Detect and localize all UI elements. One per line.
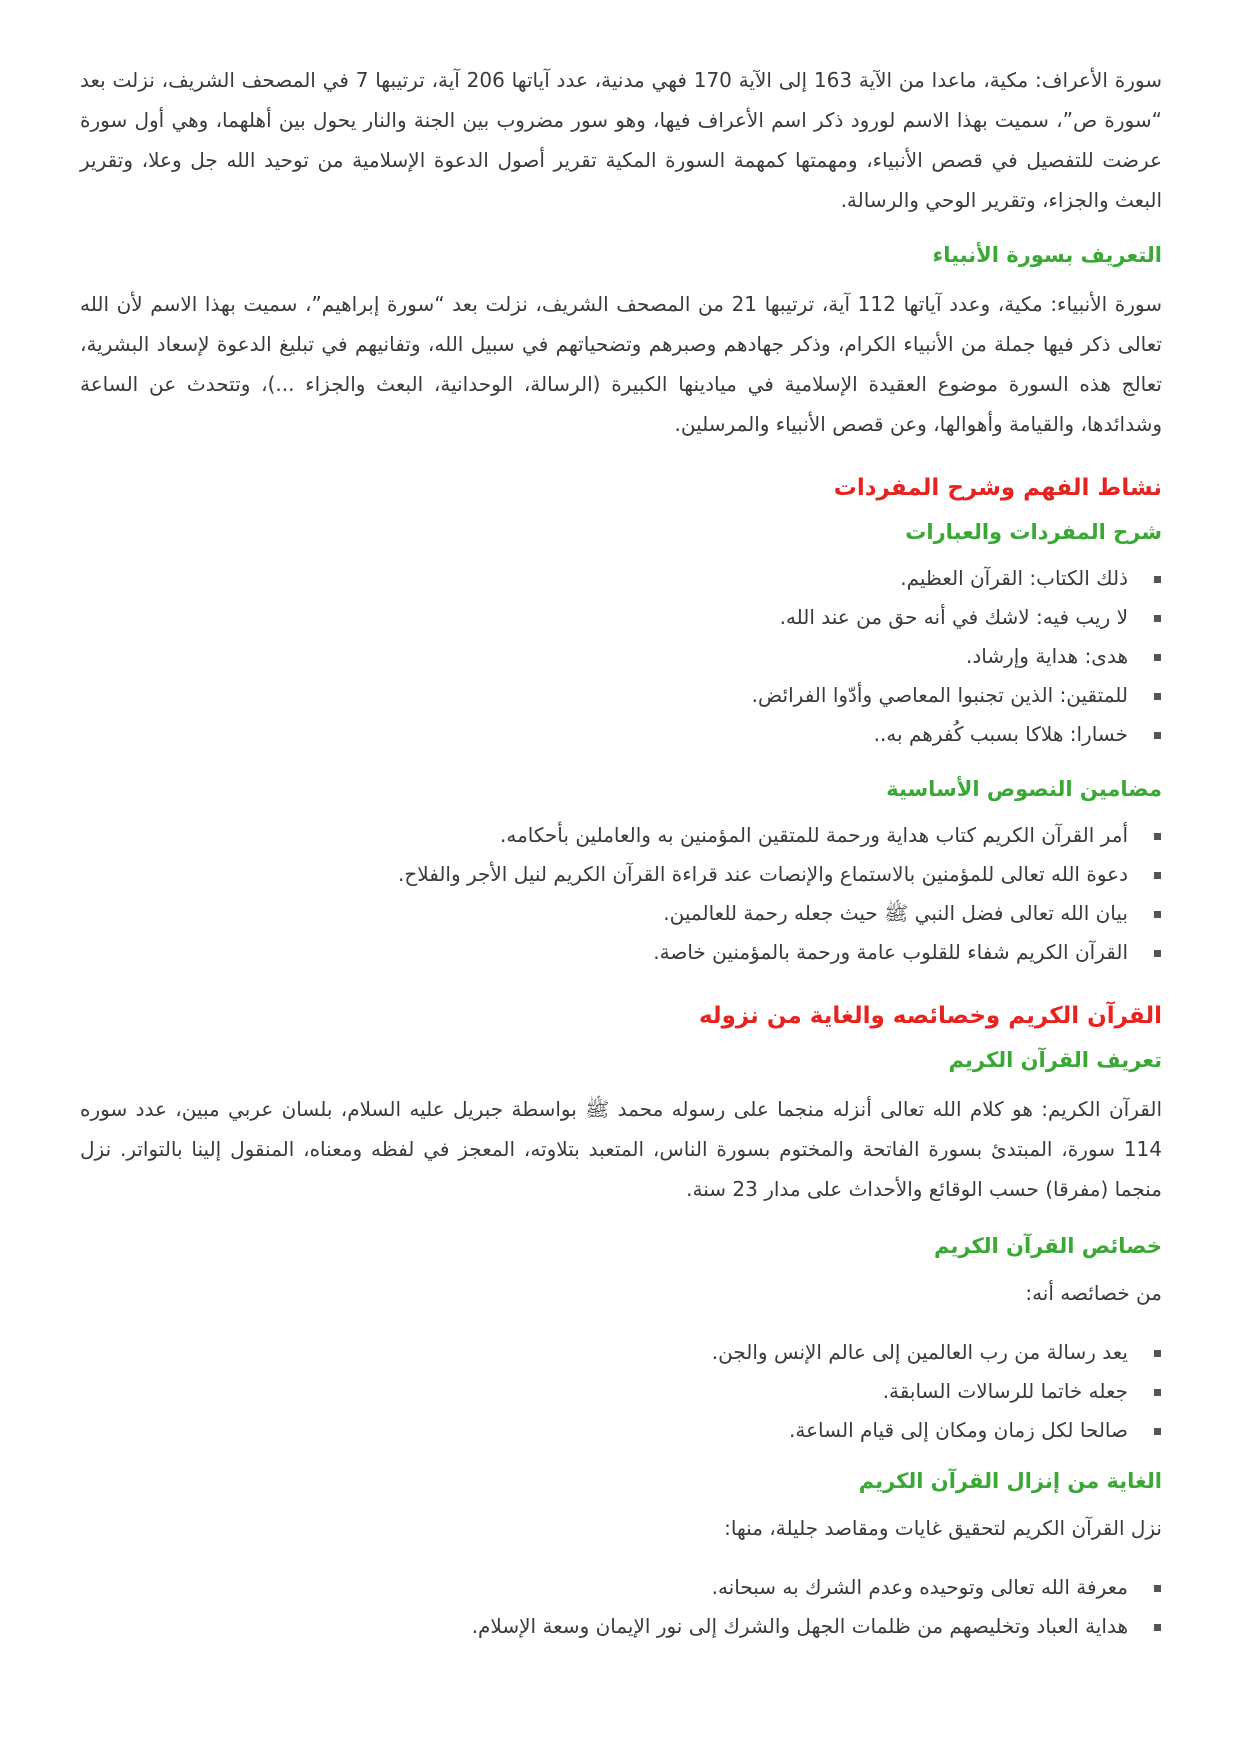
bullet-icon — [1154, 693, 1161, 700]
bullet-icon — [1154, 872, 1161, 879]
bullet-icon — [1154, 833, 1161, 840]
anbiya-heading: التعريف بسورة الأنبياء — [932, 243, 1162, 267]
bullet-icon — [1154, 576, 1161, 583]
themes-heading: مضامين النصوص الأساسية — [886, 777, 1162, 801]
list-item: ذلك الكتاب: القرآن العظيم. — [80, 559, 1162, 598]
features-heading: خصائص القرآن الكريم — [934, 1234, 1162, 1258]
features-intro: من خصائصه أنه: — [1025, 1281, 1162, 1305]
bullet-icon — [1154, 615, 1161, 622]
list-item: يعد رسالة من رب العالمين إلى عالم الإنس والجن. — [80, 1333, 1162, 1372]
bullet-icon — [1154, 1350, 1161, 1357]
definition-heading: تعريف القرآن الكريم — [948, 1048, 1162, 1072]
araf-paragraph: سورة الأعراف: مكية، ماعدا من الآية 163 إلى الآية 170 فهي مدنية، عدد آياتها 206 آية، ترتيبها 7 في المصحف الشريف، نزلت بعد “سورة ص”، سميت بهذا الاسم لورود ذكر اسم الأعراف فيها، وهو سور مضروب بين الجنة والنار يحول بين أهلهما، وهي أول سورة عرضت للتفصيل في قصص الأنبياء، ومهمتها كمهمة السورة المكية تقرير أصول الدعوة الإسلامية من توحيد الله جل وعلا، وتقرير البعث والجزاء، وتقرير الوحي والرسالة. — [80, 68, 1162, 212]
quran-heading: القرآن الكريم وخصائصه والغاية من نزوله — [698, 1003, 1162, 1029]
features-list — [80, 1333, 1162, 1450]
bullet-icon — [1154, 1624, 1161, 1631]
anbiya-paragraph: سورة الأنبياء: مكية، وعدد آياتها 112 آية، ترتيبها 21 من المصحف الشريف، نزلت بعد “سورة إبراهيم”، سميت بهذا الاسم لأن الله تعالى ذكر فيها جملة من الأنبياء الكرام، وذكر جهادهم وصبرهم وتضحياتهم في سبيل الله، وتفانيهم في تبليغ الدعوة لإسعاد البشرية، تعالج هذه السورة موضوع العقيدة الإسلامية في ميادينها الكبيرة (الرسالة، الوحدانية، البعث والجزاء ...)، وتتحدث عن الساعة وشدائدها، والقيامة وأهوالها، وعن قصص الأنبياء والمرسلين. — [80, 292, 1162, 436]
vocab-list — [80, 559, 1162, 754]
list-item: بيان الله تعالى فضل النبي ﷺ حيث جعله رحمة للعالمين. — [80, 894, 1162, 933]
purpose-intro: نزل القرآن الكريم لتحقيق غايات ومقاصد جليلة، منها: — [724, 1516, 1162, 1540]
bullet-icon — [1154, 1389, 1161, 1396]
list-item: جعله خاتما للرسالات السابقة. — [80, 1372, 1162, 1411]
bullet-icon — [1154, 911, 1161, 918]
list-item: خسارا: هلاكا بسبب كُفرهم به.. — [80, 715, 1162, 754]
purpose-list — [80, 1568, 1162, 1646]
list-item: دعوة الله تعالى للمؤمنين بالاستماع والإنصات عند قراءة القرآن الكريم لنيل الأجر والفلاح. — [80, 855, 1162, 894]
bullet-icon — [1154, 1585, 1161, 1592]
list-item: معرفة الله تعالى وتوحيده وعدم الشرك به سبحانه. — [80, 1568, 1162, 1607]
list-item: هداية العباد وتخليصهم من ظلمات الجهل والشرك إلى نور الإيمان وسعة الإسلام. — [80, 1607, 1162, 1646]
list-item: أمر القرآن الكريم كتاب هداية ورحمة للمتقين المؤمنين به والعاملين بأحكامه. — [80, 816, 1162, 855]
activity-heading: نشاط الفهم وشرح المفردات — [833, 475, 1162, 501]
list-item: القرآن الكريم شفاء للقلوب عامة ورحمة بالمؤمنين خاصة. — [80, 933, 1162, 972]
bullet-icon — [1154, 1428, 1161, 1435]
bullet-icon — [1154, 732, 1161, 739]
bullet-icon — [1154, 654, 1161, 661]
list-item: للمتقين: الذين تجنبوا المعاصي وأدّوا الفرائض. — [80, 676, 1162, 715]
vocab-heading: شرح المفردات والعبارات — [905, 520, 1162, 544]
list-item: لا ريب فيه: لاشك في أنه حق من عند الله. — [80, 598, 1162, 637]
definition-paragraph: القرآن الكريم: هو كلام الله تعالى أنزله منجما على رسوله محمد ﷺ بواسطة جبريل عليه السلام، بلسان عربي مبين، عدد سوره 114 سورة، المبتدئ بسورة الفاتحة والمختوم بسورة الناس، المتعبد بتلاوته، المعجز في لفظه ومعناه، المنقول إلينا بالتواتر. نزل منجما (مفرقا) حسب الوقائع والأحداث على مدار 23 سنة. — [80, 1097, 1162, 1201]
purpose-heading: الغاية من إنزال القرآن الكريم — [858, 1469, 1162, 1493]
bullet-icon — [1154, 950, 1161, 957]
list-item: صالحا لكل زمان ومكان إلى قيام الساعة. — [80, 1411, 1162, 1450]
list-item: هدى: هداية وإرشاد. — [80, 637, 1162, 676]
themes-list — [80, 816, 1162, 972]
